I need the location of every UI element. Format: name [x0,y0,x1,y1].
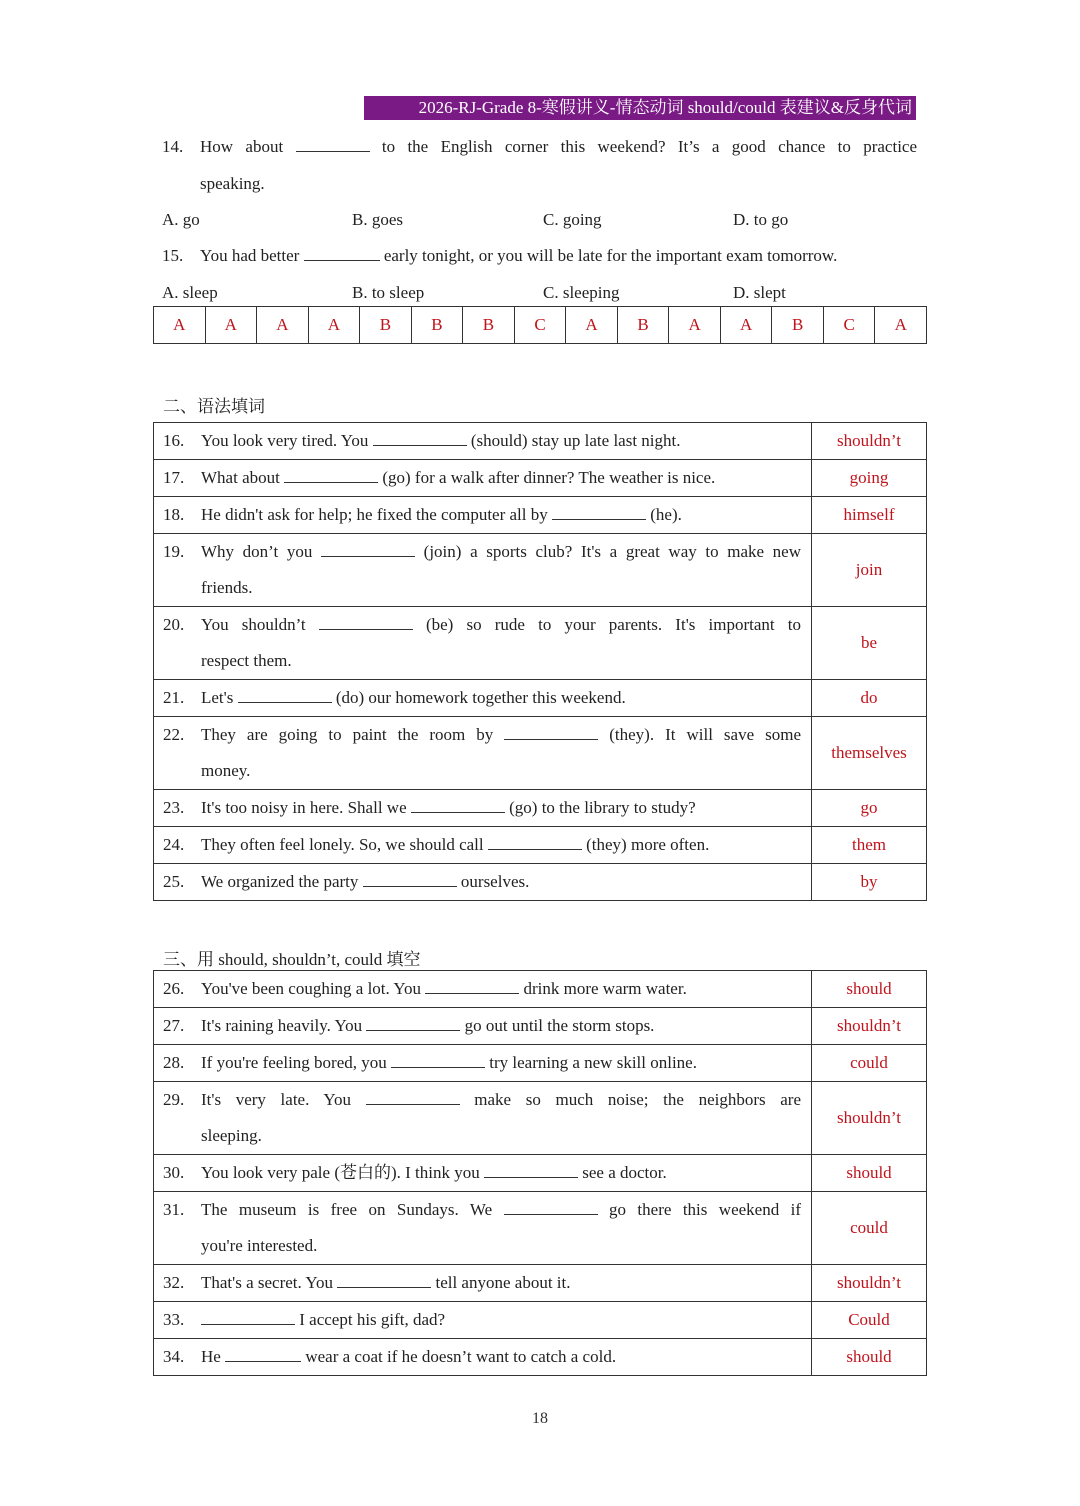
table-row [154,607,927,680]
question-number: 19. [163,542,185,561]
question-text-b: go out until the storm stops. [464,1016,655,1035]
question-text-b: tell anyone about it. [435,1273,571,1292]
table-row [154,1265,927,1302]
question-number: 17. [163,468,185,487]
answer-key-cell: B [617,307,669,344]
answer-blank [284,468,378,483]
question-number: 31. [163,1200,185,1219]
answer-blank [321,542,415,557]
option-b: B. to sleep [352,283,425,302]
answer-blank [238,688,332,703]
question-text-b: go there this weekend if [609,1200,802,1219]
question-text-a: You've been coughing a lot. You [201,979,421,998]
answer-blank [484,1163,578,1178]
answer-key-cell: C [823,307,875,344]
question-text-b: (do) our homework together this weekend. [335,688,626,707]
section-2-title: 二、语法填词 [163,397,265,416]
table-row [154,1339,927,1376]
answer-key-cell: A [720,307,772,344]
question-number: 34. [163,1347,185,1366]
answer-cell: should [812,1155,927,1192]
question-text-a: It's very late. You [201,1090,351,1109]
answer-blank [296,137,370,152]
question-text-b: (go) for a walk after dinner? The weather is nice. [382,468,716,487]
option-b: B. goes [352,210,403,229]
answer-key-cell: A [669,307,721,344]
question-text-a: It's raining heavily. You [201,1016,363,1035]
section-3-title: 三、用 should, shouldn’t, could 填空 [163,950,421,969]
question-text-c: speaking. [200,174,265,193]
option-d: D. to go [733,210,789,229]
table-row [154,1302,927,1339]
answer-blank [319,615,413,630]
question-text-b: drink more warm water. [523,979,687,998]
table-row [154,1082,927,1155]
answer-cell: Could [812,1302,927,1339]
answer-cell: shouldn’t [812,1265,927,1302]
question-text-a: He didn't ask for help; he fixed the computer all by [201,505,548,524]
answer-cell: himself [812,497,927,534]
answer-blank [225,1347,301,1362]
question-number: 24. [163,835,185,854]
question-text-a: Why don’t you [201,542,313,561]
question-text-a: He [201,1347,221,1366]
answer-cell: could [812,1192,927,1265]
question-number: 25. [163,872,185,891]
header-title-band: 2026-RJ-Grade 8-寒假讲义-情态动词 should/could 表建议&反身代词 [364,96,916,120]
table-row [154,497,927,534]
option-a: A. go [162,210,200,229]
question-text-b: make so much noise; the neighbors are [474,1090,802,1109]
answer-cell: them [812,827,927,864]
answer-cell: should [812,1339,927,1376]
question-text-b: (join) a sports club? It's a great way to make new [423,542,802,561]
page-number: 18 [532,1410,548,1427]
answer-blank [391,1053,485,1068]
answer-key-cell: B [411,307,463,344]
question-text-a: You look very pale (苍白的). I think you [201,1163,480,1182]
question-text-a: How about [200,137,284,156]
answer-cell: do [812,680,927,717]
answer-blank [373,431,467,446]
question-text-a: We organized the party [201,872,359,891]
answer-key-cell: B [463,307,515,344]
table-row [154,864,927,901]
table-row [154,534,927,607]
question-text-a: Let's [201,688,234,707]
question-text-a: The museum is free on Sundays. We [201,1200,493,1219]
question-text-c: you're interested. [201,1236,318,1255]
question-text-b: to the English corner this weekend? It’s a good chance to practice [381,137,918,156]
table-row [154,1155,927,1192]
table-row [154,423,927,460]
answer-cell: join [812,534,927,607]
option-d: D. slept [733,283,786,302]
question-number: 27. [163,1016,185,1035]
question-text-b: (they) more often. [586,835,710,854]
table-row [154,460,927,497]
answer-blank [425,979,519,994]
answer-key-cell: A [154,307,206,344]
answer-cell: could [812,1045,927,1082]
question-text-a: You look very tired. You [201,431,369,450]
table-row [154,971,927,1008]
question-number: 22. [163,725,185,744]
question-text-a: It's too noisy in here. Shall we [201,798,407,817]
question-text-b: ourselves. [460,872,530,891]
question-number: 28. [163,1053,185,1072]
question-text-c: friends. [201,578,253,597]
answer-key-cell: A [566,307,618,344]
table-row [154,717,927,790]
answer-cell: themselves [812,717,927,790]
answer-blank [337,1273,431,1288]
question-number: 29. [163,1090,185,1109]
answer-cell: go [812,790,927,827]
question-text-b: (he). [650,505,682,524]
question-text-b: see a doctor. [582,1163,667,1182]
question-number: 33. [163,1310,185,1329]
question-text-b: (should) stay up late last night. [470,431,681,450]
question-number: 18. [163,505,185,524]
question-text-c: sleeping. [201,1126,262,1145]
question-number: 15. [162,246,184,265]
table-row [154,1192,927,1265]
answer-key-cell: B [772,307,824,344]
answer-cell: going [812,460,927,497]
answer-blank [304,246,380,261]
question-text-a: You shouldn’t [201,615,306,634]
question-text-b: (go) to the library to study? [509,798,696,817]
question-text-a: That's a secret. You [201,1273,333,1292]
question-text-b: I accept his gift, dad? [299,1310,446,1329]
question-number: 30. [163,1163,185,1182]
table-row [154,680,927,717]
question-text-b: (be) so rude to your parents. It's important to [425,615,801,634]
table-row [154,827,927,864]
question-text-a: What about [201,468,280,487]
question-number: 26. [163,979,185,998]
table-row [154,790,927,827]
option-c: C. going [543,210,602,229]
table-row [154,1008,927,1045]
answer-key-cell: A [308,307,360,344]
answer-key-cell: C [514,307,566,344]
question-text-b: early tonight, or you will be late for the important exam tomorrow. [383,246,838,265]
answer-cell: by [812,864,927,901]
answer-cell: should [812,971,927,1008]
answer-key-cell: A [205,307,257,344]
answer-blank [201,1310,295,1325]
question-text-b: (they). It will save some [609,725,801,744]
question-number: 21. [163,688,185,707]
question-number: 23. [163,798,185,817]
answer-cell: shouldn’t [812,1008,927,1045]
option-a: A. sleep [162,283,218,302]
question-number: 16. [163,431,185,450]
question-text-a: If you're feeling bored, you [201,1053,387,1072]
option-c: C. sleeping [543,283,620,302]
answer-blank [504,725,598,740]
question-text-a: They often feel lonely. So, we should call [201,835,484,854]
section-3-table [153,970,927,1376]
answer-blank [366,1016,460,1031]
answer-cell: shouldn’t [812,423,927,460]
answer-key-cell: A [257,307,309,344]
question-text-b: try learning a new skill online. [489,1053,697,1072]
answer-key-cell: B [360,307,412,344]
question-text-a: They are going to paint the room by [201,725,494,744]
answer-cell: shouldn’t [812,1082,927,1155]
answer-key-table [153,306,927,344]
question-text-b: wear a coat if he doesn’t want to catch a cold. [305,1347,617,1366]
question-text-a: You had better [200,246,300,265]
answer-blank [504,1200,598,1215]
answer-key-cell: A [875,307,927,344]
section-2-table [153,422,927,901]
question-number: 20. [163,615,185,634]
answer-cell: be [812,607,927,680]
question-number: 32. [163,1273,185,1292]
answer-blank [363,872,457,887]
answer-blank [488,835,582,850]
question-text-c: money. [201,761,251,780]
answer-blank [366,1090,460,1105]
answer-blank [411,798,505,813]
answer-blank [552,505,646,520]
table-row [154,1045,927,1082]
question-number: 14. [162,137,184,156]
question-text-c: respect them. [201,651,292,670]
